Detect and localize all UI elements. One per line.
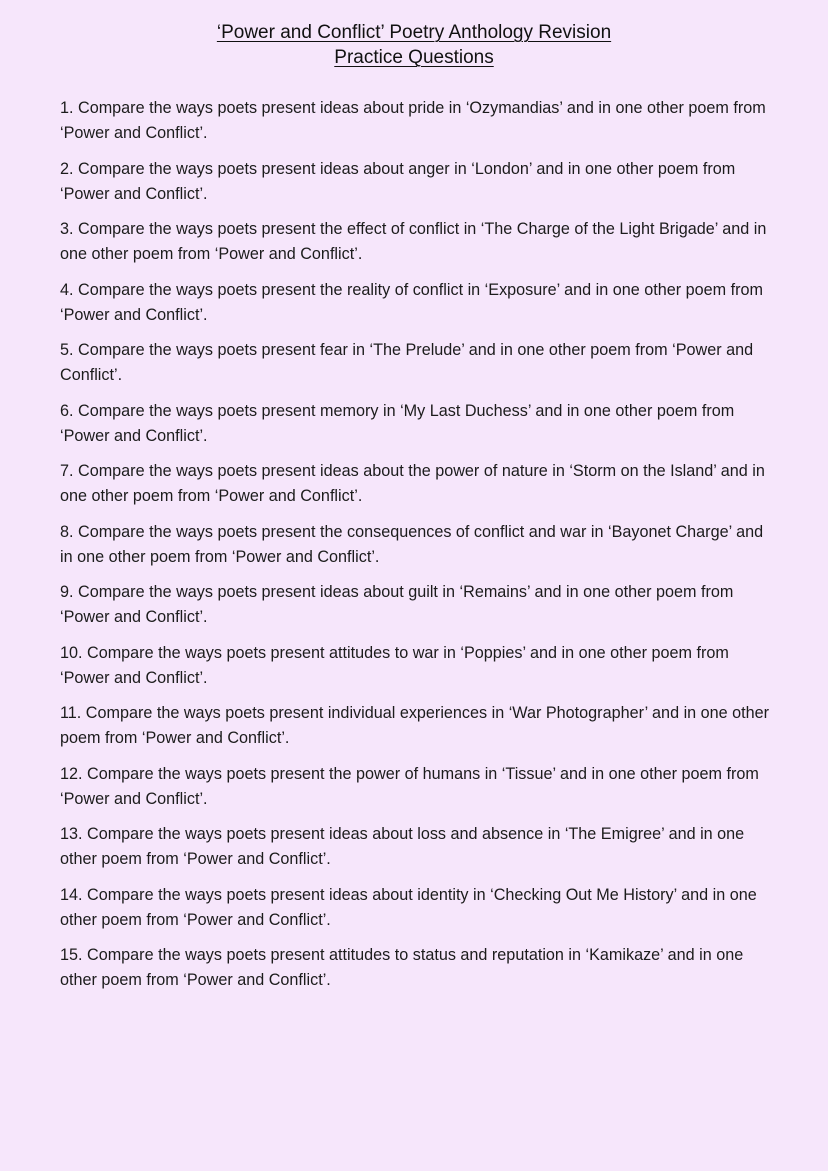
question-list bbox=[60, 96, 780, 1004]
question-item-15: 15. Compare the ways poets present attitudes to status and reputation in ‘Kamikaze’ and in one other poem from ‘Power and Conflict’. bbox=[60, 946, 744, 989]
question-item-9: 9. Compare the ways poets present ideas about guilt in ‘Remains’ and in one other poem from ‘Power and Conflict’. bbox=[60, 583, 734, 626]
question-item-12: 12. Compare the ways poets present the power of humans in ‘Tissue’ and in one other poem from ‘Power and Conflict’. bbox=[60, 764, 759, 808]
title-line-1: ‘Power and Conflict’ Poetry Anthology Revision bbox=[216, 22, 612, 43]
question-item-3: 3. Compare the ways poets present the effect of conflict in ‘The Charge of the Light Brigade’ and in one other poem from ‘Power and Conflict’. bbox=[60, 220, 767, 263]
question-item-6: 6. Compare the ways poets present memory in ‘My Last Duchess’ and in one other poem from ‘Power and Conflict’. bbox=[60, 401, 735, 445]
question-item-10: 10. Compare the ways poets present attitudes to war in ‘Poppies’ and in one other poem from ‘Power and Conflict’. bbox=[60, 643, 729, 687]
question-item-2: 2. Compare the ways poets present ideas about anger in ‘London’ and in one other poem from ‘Power and Conflict’. bbox=[60, 159, 736, 203]
question-item-14: 14. Compare the ways poets present ideas about identity in ‘Checking Out Me History’ and in one other poem from ‘Power and Conflict’. bbox=[60, 885, 757, 929]
question-item-4: 4. Compare the ways poets present the reality of conflict in ‘Exposure’ and in one other poem from ‘Power and Conflict’. bbox=[60, 280, 764, 324]
question-item-8: 8. Compare the ways poets present the consequences of conflict and war in ‘Bayonet Charge’ and in one other poem from ‘Power and Conflict’. bbox=[60, 522, 764, 566]
title-line-2: Practice Questions bbox=[334, 47, 494, 68]
page-title bbox=[0, 20, 828, 70]
question-item-7: 7. Compare the ways poets present ideas about the power of nature in ‘Storm on the Island’ and in one other poem from ‘Power and Conflict’. bbox=[60, 462, 765, 505]
question-item-5: 5. Compare the ways poets present fear in ‘The Prelude’ and in one other poem from ‘Power and Conflict’. bbox=[60, 341, 754, 384]
question-item-1: 1. Compare the ways poets present ideas about pride in ‘Ozymandias’ and in one other poem from ‘Power and Conflict’. bbox=[60, 99, 766, 142]
question-item-13: 13. Compare the ways poets present ideas about loss and absence in ‘The Emigree’ and in one other poem from ‘Power and Conflict’. bbox=[60, 825, 745, 868]
question-item-11: 11. Compare the ways poets present individual experiences in ‘War Photographer’ and in one other poem from ‘Power and Conflict’. bbox=[60, 704, 770, 747]
